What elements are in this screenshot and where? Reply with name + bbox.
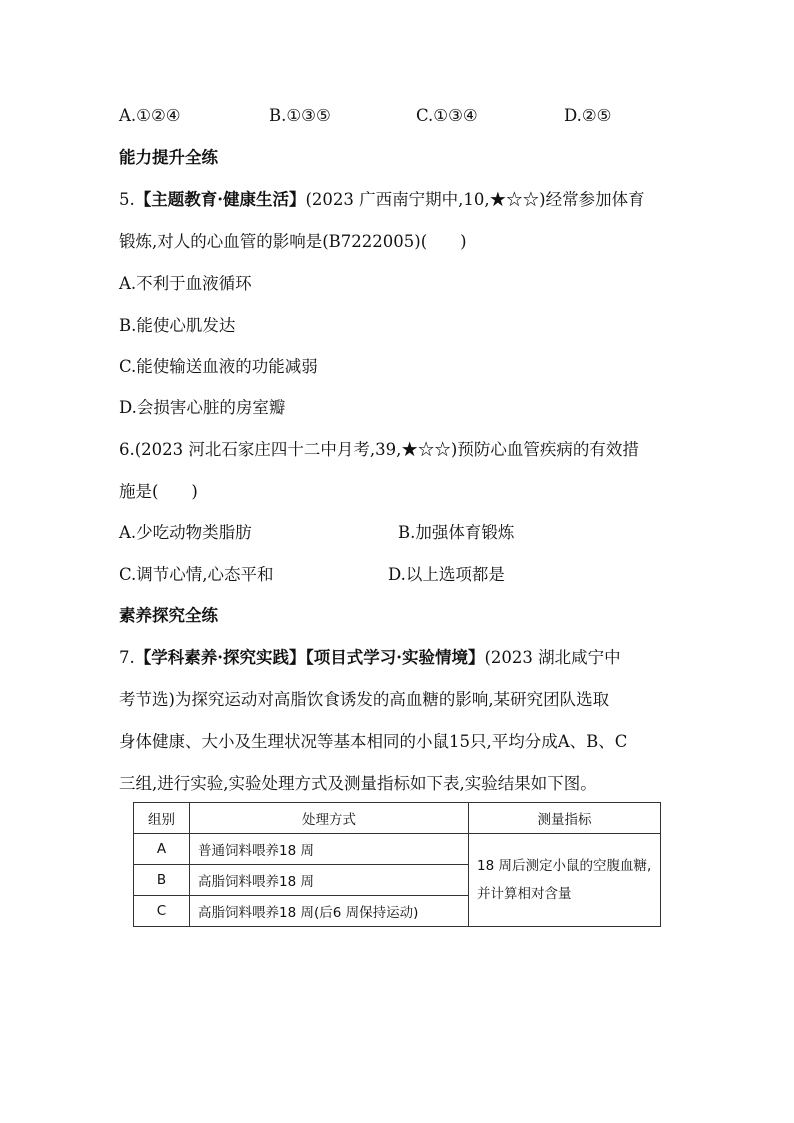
header-measure: 测量指标 [469, 803, 661, 834]
cell-treatment: 高脂饲料喂养18 周(后6 周保持运动) [190, 896, 469, 927]
q7-line-3: 身体健康、大小及生理状况等基本相同的小鼠15只,平均分成A、B、C [119, 732, 628, 751]
q4-option-d: D.②⑤ [564, 106, 612, 125]
q7-source: (2023 湖北咸宁中 [484, 648, 621, 667]
cell-treatment: 高脂饲料喂养18 周 [190, 865, 469, 896]
cell-treatment: 普通饲料喂养18 周 [190, 834, 469, 865]
cell-measure [469, 834, 661, 927]
q5-option-d: D.会损害心脏的房室瓣 [119, 398, 286, 417]
header-treatment: 处理方式 [190, 803, 469, 834]
q6-line-1: 6.(2023 河北石家庄四十二中月考,39,★☆☆)预防心血管疾病的有效措 [119, 440, 639, 459]
q5-source: (2023 广西南宁期中,10,★☆☆)经常参加体育 [305, 190, 645, 209]
measure-line-1: 18 周后测定小鼠的空腹血糖, [477, 858, 652, 874]
q7-line-4: 三组,进行实验,实验处理方式及测量指标如下表,实验结果如下图。 [119, 774, 597, 793]
q7-number: 7. [119, 648, 135, 667]
table-header-row [134, 803, 661, 834]
cell-group: B [134, 865, 190, 896]
q6-option-a: A.少吃动物类脂肪 [119, 523, 252, 542]
q6-line-2: 施是( ) [119, 482, 198, 501]
header-group: 组别 [134, 803, 190, 834]
q7-line-1 [119, 650, 621, 667]
q6-option-c: C.调节心情,心态平和 [119, 565, 274, 584]
q7-line-2: 考节选)为探究运动对高脂饮食诱发的高血糖的影响,某研究团队选取 [119, 690, 610, 709]
q7-tag: 【学科素养·探究实践】【项目式学习·实验情境】 [134, 648, 485, 667]
measure-line-2: 并计算相对含量 [477, 886, 572, 902]
q5-tag: 【主题教育·健康生活】 [134, 190, 306, 209]
experiment-table [133, 802, 661, 927]
cell-group: A [134, 834, 190, 865]
q4-option-c: C.①③④ [416, 106, 478, 125]
q5-line-2: 锻炼,对人的心血管的影响是(B7222005)( ) [119, 232, 467, 251]
q5-line-1 [119, 192, 645, 209]
table-row [134, 834, 661, 865]
q4-option-b: B.①③⑤ [269, 106, 331, 125]
q5-option-a: A.不利于血液循环 [119, 274, 252, 293]
section-heading-ability: 能力提升全练 [119, 148, 218, 167]
q6-option-b: B.加强体育锻炼 [398, 523, 515, 542]
cell-group: C [134, 896, 190, 927]
q5-option-b: B.能使心肌发达 [119, 316, 236, 335]
section-heading-literacy: 素养探究全练 [119, 606, 218, 625]
q5-option-c: C.能使输送血液的功能减弱 [119, 357, 318, 376]
q5-number: 5. [119, 190, 135, 209]
q4-option-a: A.①②④ [119, 106, 181, 125]
q6-option-d: D.以上选项都是 [388, 565, 505, 584]
